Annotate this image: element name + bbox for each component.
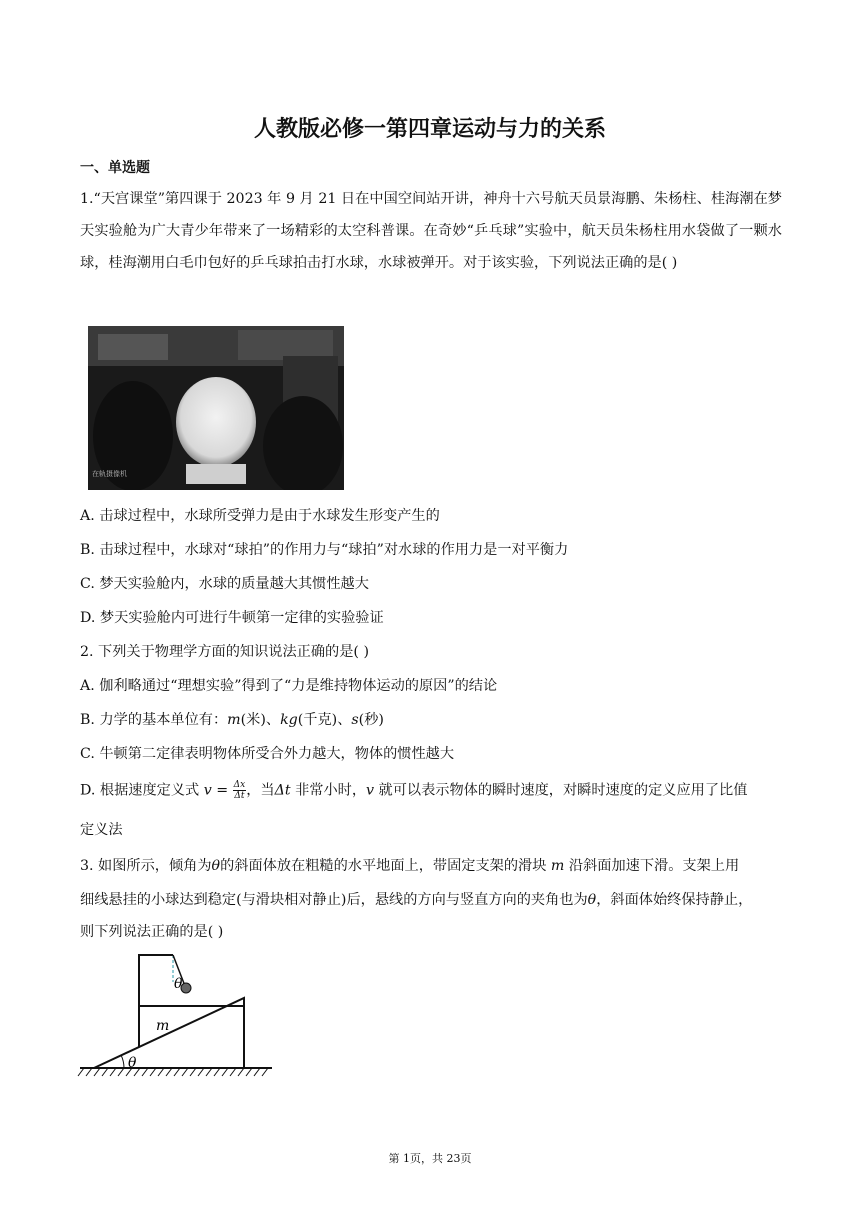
question-3-line-2: 细线悬挂的小球达到稳定(与滑块相对静止)后，悬线的方向与竖直方向的夹角也为θ，斜面体始终保持静止， (80, 892, 753, 908)
incline-diagram (76, 950, 276, 1085)
q2-option-b: B. 力学的基本单位有：m(米)、kg(千克)、s(秒) (80, 712, 384, 728)
q1-option-c: C. 梦天实验舱内，水球的质量越大其惯性越大 (80, 576, 369, 592)
angle-label-top: θ (174, 976, 183, 992)
photo-image (88, 326, 344, 490)
question-1-stem: 1.“天宫课堂”第四课于 2023 年 9 月 21 日在中国空间站开讲，神舟十六号航天员景海鹏、朱杨柱、桂海潮在梦天实验舱为广大青少年带来了一场精彩的太空科普课。在奇妙“乒乓球”实验中，航天员朱杨柱用水袋做了一颗水球，桂海潮用白毛巾包好的乒乓球拍击打水球，水球被弹开。对于该实验，下列说法正确的是( ) (80, 191, 782, 271)
slider-block (139, 1006, 244, 1047)
q2-option-d: D. 根据速度定义式 v = $\frac{\Delta x}{\Delta t}$ ，当Δt 非常小时，v 就可以表示物体的瞬时速度，对瞬时速度的定义应用了比值 (80, 780, 748, 801)
q1-option-b: B. 击球过程中，水球对“球拍”的作用力与“球拍”对水球的作用力是一对平衡力 (80, 542, 569, 558)
mass-label: m (156, 1018, 170, 1034)
question-2-stem: 2. 下列关于物理学方面的知识说法正确的是( ) (80, 644, 370, 660)
angle-label-bottom: θ (128, 1055, 137, 1071)
q2-option-c: C. 牛顿第二定律表明物体所受合外力越大，物体的惯性越大 (80, 746, 455, 762)
hanging-ball (181, 983, 191, 993)
page-footer: 第 1页，共 23页 (388, 1152, 472, 1165)
page-title: 人教版必修一第四章运动与力的关系 (253, 117, 606, 142)
question-3-line-3: 则下列说法正确的是( ) (80, 924, 224, 940)
q1-option-a: A. 击球过程中，水球所受弹力是由于水球发生形变产生的 (80, 508, 440, 524)
section-heading: 一、单选题 (80, 160, 150, 176)
q1-option-d: D. 梦天实验舱内可进行牛顿第一定律的实验验证 (80, 610, 384, 626)
q2-option-d-tail: 定义法 (80, 822, 123, 838)
ground-hatching (78, 1068, 268, 1076)
question-3-line-1: 3. 如图所示，倾角为θ的斜面体放在粗糙的水平地面上，带固定支架的滑块 m 沿斜面加速下滑。支架上用 (80, 858, 740, 874)
space-station-photo (88, 326, 344, 490)
velocity-fraction: $\frac{\Delta x}{\Delta t}$ (233, 780, 246, 801)
support-frame (139, 955, 173, 1006)
q2-option-a: A. 伽利略通过“理想实验”得到了“力是维持物体运动的原因”的结论 (80, 678, 498, 694)
photo-caption: 在轨摄像机 (92, 470, 127, 478)
incline-angle-arc (121, 1055, 124, 1068)
